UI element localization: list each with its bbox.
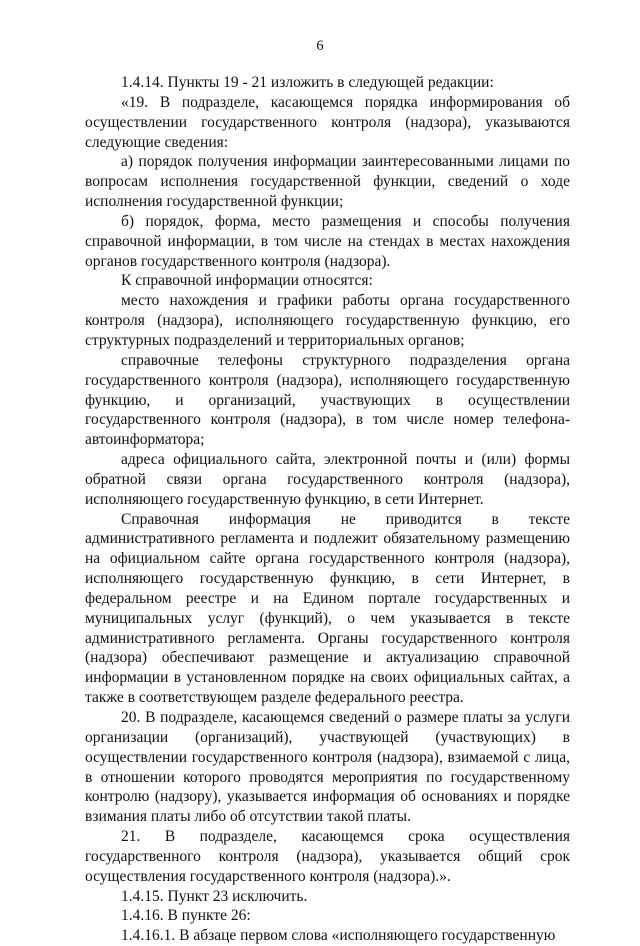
- paragraph-1-4-15: 1.4.15. Пункт 23 исключить.: [121, 887, 308, 905]
- paragraph-website-addresses: адреса официального сайта, электронной почты и (или) формы обратной связи органа государственного контроля (надзора), исполняющего государственную функцию, в сети Интернет.: [85, 451, 570, 508]
- paragraph-19-a: а) порядок получения информации заинтересованными лицами по вопросам исполнения государственной функции, сведений о ходе исполнения государственной функции;: [85, 153, 570, 211]
- paragraph-reference-info-intro: К справочной информации относятся:: [121, 272, 373, 290]
- paragraph-1-4-14: 1.4.14. Пункты 19 - 21 изложить в следующей редакции:: [121, 74, 494, 91]
- page-number: 6: [316, 38, 324, 54]
- paragraph-location-schedule: место нахождения и графики работы органа государственного контроля (надзора), исполняющего государственную функцию, его структурных подразделений и территориальных органов;: [85, 292, 570, 349]
- paragraph-reference-phones: справочные телефоны структурного подразделения органа государственного контроля (надзора), исполняющего государственную функцию, и организаций, участвующих в осуществлении государственного контроля (надзора), в том числе номер телефона-автоинформатора;: [85, 351, 570, 449]
- document-body: [85, 73, 570, 946]
- paragraph-19: «19. В подразделе, касающемся порядка информирования об осуществлении государственного контроля (надзора), указываются следующие сведения:: [85, 93, 570, 151]
- paragraph-20: 20. В подразделе, касающемся сведений о размере платы за услуги организации (организаций), участвующей (участвующих) в осуществлении государственного контроля (надзора), взимаемой с лица, в отношении которого проводятся мероприятия по государственному контролю (надзору), указывается информация об основаниях и порядке взимания платы либо об отсутствии такой платы.: [85, 709, 570, 826]
- paragraph-1-4-16-1: 1.4.16.1. В абзаце первом слова «исполняющего государственную: [121, 927, 556, 945]
- paragraph-19-b: б) порядок, форма, место размещения и способы получения справочной информации, в том числе на стендах в местах нахождения органов государственного контроля (надзора).: [85, 212, 570, 270]
- paragraph-21: 21. В подразделе, касающемся срока осуществления государственного контроля (надзора), указывается общий срок осуществления государственного контроля (надзора).».: [85, 828, 570, 885]
- paragraph-reference-placement: Справочная информация не приводится в тексте административного регламента и подлежит обязательному размещению на официальном сайте органа государственного контроля (надзора), исполняющего государственную функцию, в сети Интернет, в федеральном реестре и на Едином портале государственных и муниципальных услуг (функций), о чем указывается в тексте административного регламента. Органы государственного контроля (надзора) обеспечивают размещение и актуализацию справочной информации в установленном порядке на своих официальных сайтах, а также в соответствующем разделе федерального реестра.: [85, 510, 570, 707]
- paragraph-1-4-16: 1.4.16. В пункте 26:: [121, 907, 251, 925]
